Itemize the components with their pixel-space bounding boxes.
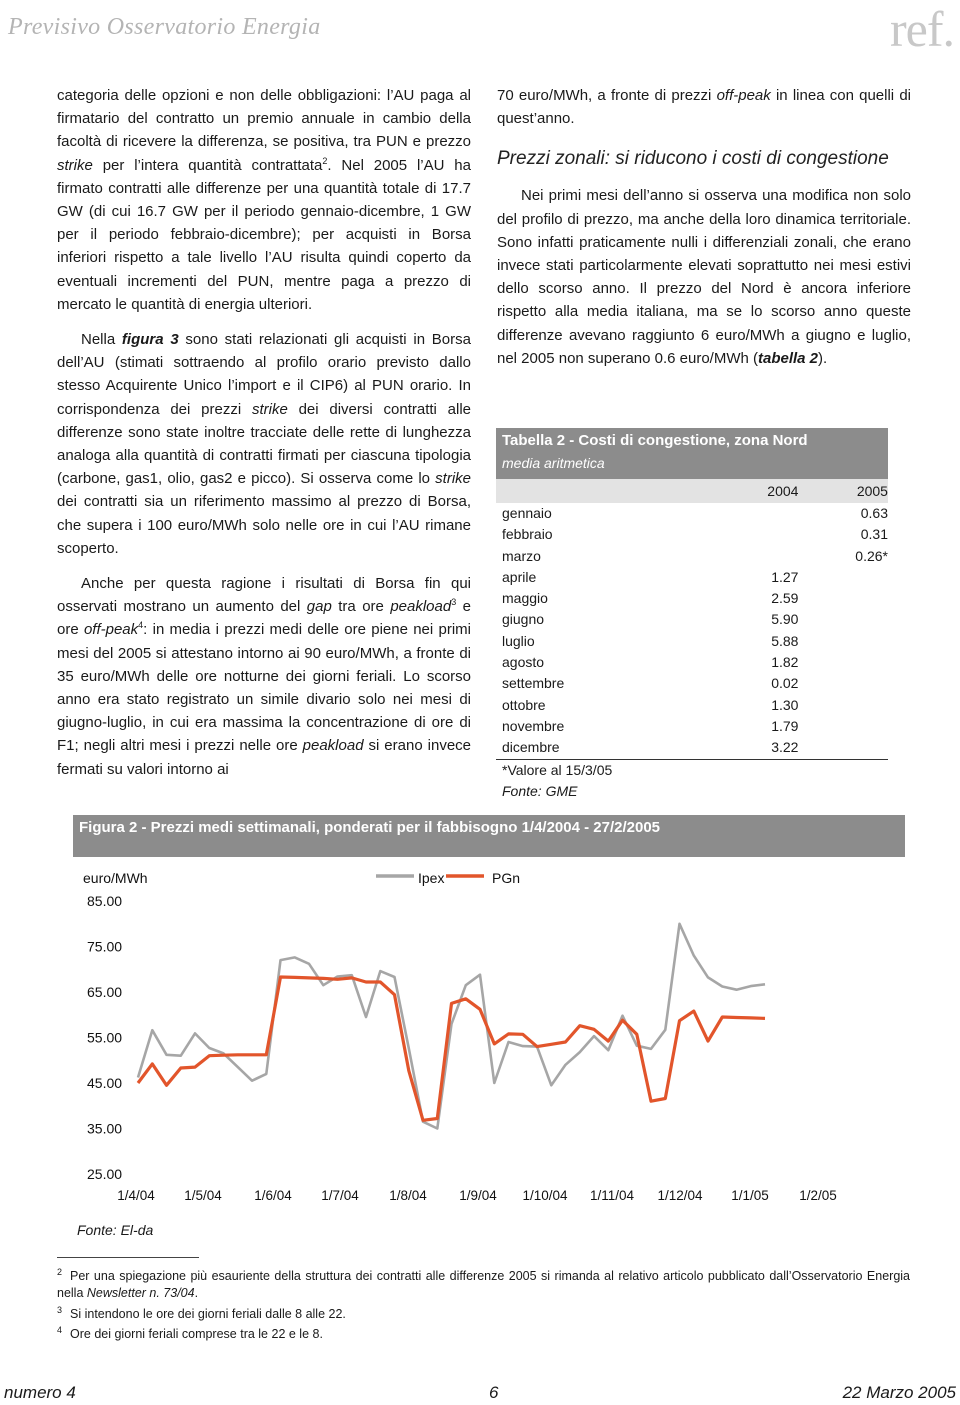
x-tick-label: 1/9/04: [459, 1188, 497, 1203]
legend-label: Ipex: [418, 870, 445, 886]
x-tick-label: 1/6/04: [254, 1188, 292, 1203]
table-cell: agosto: [502, 654, 545, 671]
x-tick-label: 1/8/04: [389, 1188, 427, 1203]
table-cell: 5.88: [771, 632, 799, 649]
table-cell: 5.90: [771, 611, 799, 628]
series-line-pgn: [138, 977, 765, 1120]
x-tick-label: 1/12/04: [657, 1188, 703, 1203]
y-tick-label: 25.00: [87, 1166, 123, 1182]
table-cell: 0.26*: [855, 547, 888, 564]
paragraph-2: Nella figura 3 sono stati relazionati gli acquisti in Borsa dell’AU (stimati sottraendo al profilo orario previsto dallo stesso Acquirente Unico l’import e il CIP6) al PUN orario. In corrispondenza dei prezzi strike dei diversi contratti alle differenze sono state inoltre tracciate delle rette di lunghezza analoga alla quantità di contratti firmati per ciascuna tipologia (carbone, gas1, olio, gas2 e picco). Si osserva come lo strike dei contratti sia un riferimento massimo al prezzo di Borsa, che supera i 100 euro/MWh solo nelle ore in cui l’AU rimane scoperto.: [57, 331, 471, 557]
table-source: Fonte: GME: [502, 782, 578, 799]
footnote: $^2$ Per una spiegazione più esauriente della struttura dei contratti alle differenze 2005 si rimanda al relativo articolo pubblicato dall’Osservatorio Energia nella Newsletter n. 73/04.: [57, 1266, 910, 1300]
table-cell: febbraio: [502, 526, 553, 543]
x-tick-label: 1/5/04: [184, 1188, 222, 1203]
y-tick-label: 75.00: [87, 938, 123, 955]
y-axis-label: euro/MWh: [83, 870, 148, 886]
y-tick-label: 35.00: [87, 1120, 123, 1137]
table-cell: 2.59: [771, 590, 799, 607]
column-2004: 2004: [767, 483, 799, 499]
footer-page: 6: [489, 1383, 499, 1402]
series-line-ipex: [138, 924, 765, 1129]
table-cell: giugno: [502, 611, 545, 628]
section-title: Prezzi zonali: si riducono i costi di congestione: [497, 148, 889, 170]
x-tick-label: 1/10/04: [522, 1188, 568, 1203]
y-tick-label: 45.00: [87, 1075, 123, 1091]
paragraph-continued: 70 euro/MWh, a fronte di prezzi off-peak in linea con quelli di quest’anno.: [497, 87, 911, 128]
y-tick-label: 65.00: [87, 984, 123, 1000]
ref-logo: ref.: [890, 1, 954, 57]
table-cell: gennaio: [502, 505, 552, 521]
table-cell: aprile: [502, 568, 537, 585]
publication-title: Previsivo Osservatorio Energia: [8, 14, 321, 40]
table-cell: 1.30: [771, 696, 799, 713]
x-tick-label: 1/2/05: [799, 1188, 837, 1203]
table-cell: 0.63: [860, 505, 888, 521]
table-subtitle: media aritmetica: [502, 455, 605, 471]
table-cell: marzo: [502, 547, 541, 564]
y-tick-label: 85.00: [87, 893, 123, 909]
table-cell: settembre: [502, 675, 565, 692]
figure-title: Figura 2 - Prezzi medi settimanali, ponderati per il fabbisogno 1/4/2004 - 27/2/2005: [73, 815, 905, 857]
table-cell: ottobre: [502, 696, 546, 713]
table-cell: 1.79: [771, 717, 799, 734]
footnote: $^4$ Ore dei giorni feriali comprese tra le 22 e le 8.: [57, 1324, 323, 1341]
paragraph-1: categoria delle opzioni e non delle obbligazioni: l’AU paga al firmatario del contratto un premio annuale in cambio della facoltà di ricevere la differenza, se positiva, tra PUN e prezzo strike per l’intera quantità contrattata$^2$. Nel 2005 l’AU ha firmato contratti alle differenze per una quantità totale di 17.7 GW (di cui 16.7 GW per il periodo gennaio-dicembre, 1 GW per il periodo febbraio-dicembre); per acquisti in Borsa inferiori rispetto a tale livello l’AU risulta quindi coperto da eventuali incrementi del PUN, mentre paga a prezzo di mercato le quantità di energia ulteriori.: [57, 87, 471, 313]
x-tick-label: 1/11/04: [589, 1188, 635, 1203]
table-cell: novembre: [502, 717, 565, 734]
paragraph-zonal: Nei primi mesi dell’anno si osserva una modifica non solo del profilo di prezzo, ma anche della loro dinamica territoriale. Sono infatti praticamente nulli i differenziali zonali, che erano invece stati particolarmente elevati soprattutto nei mesi estivi dello scorso anno. Il prezzo del Nord è ancora inferiore rispetto alla media italiana, ma se lo scorso anno queste differenze avevano raggiunto 6 euro/MWh a giugno e luglio, nel 2005 non superano 0.6 euro/MWh (tabella 2).: [497, 187, 911, 367]
footer-date: 22 Marzo 2005: [842, 1383, 956, 1402]
x-tick-label: 1/7/04: [321, 1188, 359, 1203]
table-cell: 0.02: [771, 675, 799, 692]
table-cell: 0.31: [860, 526, 888, 543]
table-cell: 1.82: [771, 654, 799, 671]
column-2005: 2005: [856, 483, 888, 499]
figure-source: Fonte: El-da: [77, 1222, 154, 1238]
table-cell: dicembre: [502, 739, 560, 756]
footer-issue: numero 4: [4, 1383, 76, 1402]
footnote-divider: [57, 1257, 199, 1258]
x-tick-label: 1/1/05: [731, 1188, 769, 1203]
table-cell: 3.22: [771, 739, 799, 756]
paragraph-3: Anche per questa ragione i risultati di Borsa fin qui osservati mostrano un aumento del gap tra ore peakload$^3$ e ore off-peak$^4$: in media i prezzi medi delle ore piene nei primi mesi del 2005 si attestano intorno ai 90 euro/MWh, a fronte di 35 euro/MWh delle ore notturne dei giorni feriali. Lo scorso anno era stato registrato un simile divario solo nei mesi di giugno-luglio, in cui era massima la concentrazione di ore di F1; negli altri mesi i prezzi nelle ore peakload si erano invece fermati su valori intorno ai: [57, 575, 472, 778]
footnote: $^3$ Si intendono le ore dei giorni feriali dalle 8 alle 22.: [57, 1304, 346, 1321]
table-note: *Valore al 15/3/05: [502, 761, 613, 778]
x-tick-label: 1/4/04: [117, 1188, 155, 1203]
y-tick-label: 55.00: [87, 1029, 123, 1046]
table-cell: 1.27: [771, 568, 799, 585]
table-cell: luglio: [502, 632, 535, 649]
table-cell: maggio: [502, 590, 548, 607]
table-title: Tabella 2 - Costi di congestione, zona Nord: [502, 432, 808, 449]
legend-label: PGn: [492, 870, 521, 886]
